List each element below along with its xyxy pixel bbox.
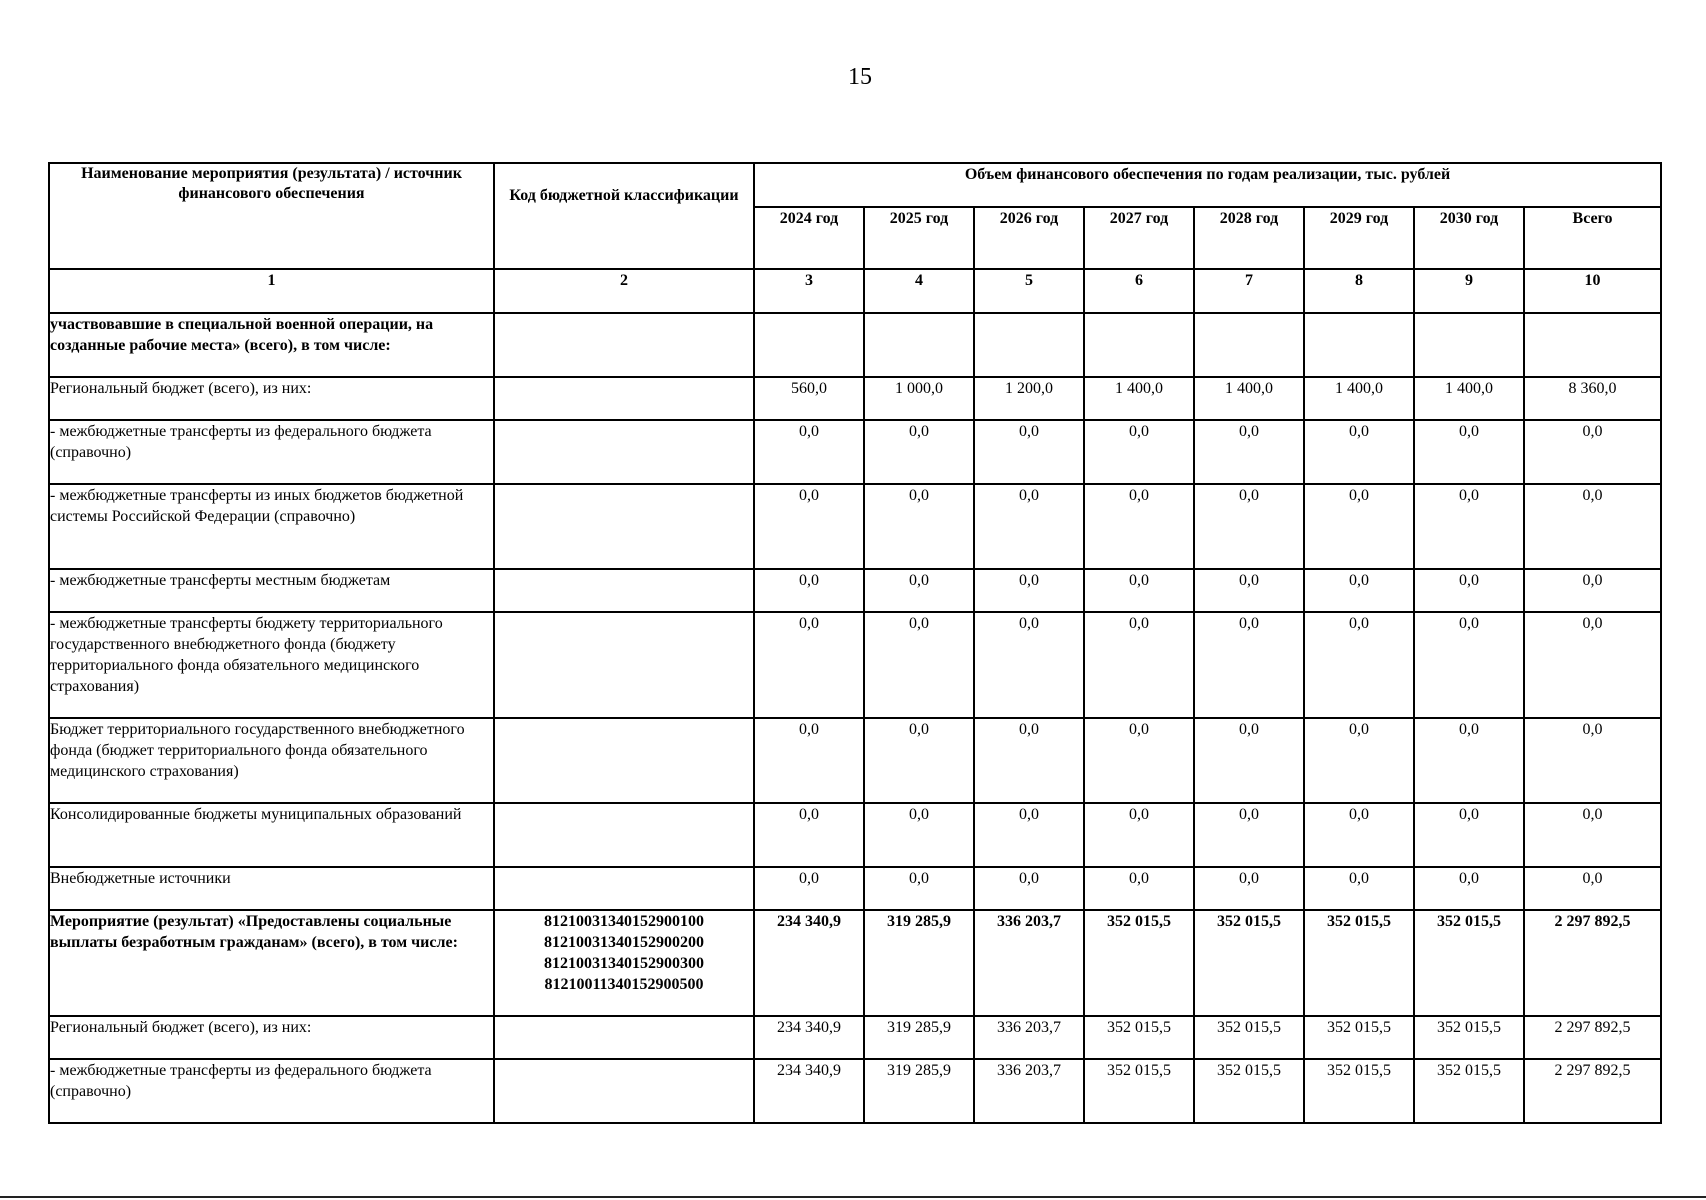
value-cell: 0,0	[754, 484, 864, 569]
value-cell: 0,0	[1304, 484, 1414, 569]
value-cell: 0,0	[754, 420, 864, 484]
value-cell: 0,0	[1414, 484, 1524, 569]
budget-code-cell	[494, 1016, 754, 1059]
value-cell: 0,0	[1194, 420, 1304, 484]
budget-code-cell	[494, 420, 754, 484]
value-cell: 0,0	[754, 867, 864, 910]
value-cell: 352 015,5	[1414, 1059, 1524, 1123]
value-cell	[864, 313, 974, 377]
value-cell: 0,0	[1304, 420, 1414, 484]
row-name: - межбюджетные трансферты из федерального бюджета (справочно)	[49, 420, 494, 484]
value-cell: 336 203,7	[974, 1016, 1084, 1059]
value-cell	[1084, 313, 1194, 377]
value-cell: 234 340,9	[754, 910, 864, 1016]
value-cell: 0,0	[1304, 612, 1414, 718]
header-total: Всего	[1524, 207, 1661, 269]
value-cell: 0,0	[1304, 803, 1414, 867]
row-name: Внебюджетные источники	[49, 867, 494, 910]
value-cell: 352 015,5	[1084, 1016, 1194, 1059]
value-cell: 0,0	[864, 569, 974, 612]
value-cell: 0,0	[1304, 867, 1414, 910]
value-cell: 0,0	[974, 569, 1084, 612]
value-cell: 0,0	[1414, 867, 1524, 910]
value-cell: 0,0	[864, 718, 974, 803]
row-name: - межбюджетные трансферты местным бюджетам	[49, 569, 494, 612]
header-volume: Объем финансового обеспечения по годам реализации, тыс. рублей	[754, 163, 1661, 207]
value-total: 0,0	[1524, 569, 1661, 612]
table-row	[49, 803, 1661, 867]
value-cell: 0,0	[1084, 612, 1194, 718]
row-name: Консолидированные бюджеты муниципальных образований	[49, 803, 494, 867]
value-total: 2 297 892,5	[1524, 910, 1661, 1016]
value-cell: 0,0	[1084, 420, 1194, 484]
value-cell: 1 400,0	[1414, 377, 1524, 420]
budget-code-cell	[494, 569, 754, 612]
table-row	[49, 718, 1661, 803]
row-name: Мероприятие (результат) «Предоставлены социальные выплаты безработным гражданам» (всего), в том числе:	[49, 910, 494, 1016]
budget-code-cell	[494, 1059, 754, 1123]
value-cell: 0,0	[1084, 569, 1194, 612]
row-name: - межбюджетные трансферты из иных бюджетов бюджетной системы Российской Федерации (справочно)	[49, 484, 494, 569]
value-cell: 0,0	[1084, 867, 1194, 910]
value-cell: 352 015,5	[1084, 1059, 1194, 1123]
value-cell: 0,0	[1084, 718, 1194, 803]
budget-code-cell	[494, 377, 754, 420]
value-cell: 352 015,5	[1414, 1016, 1524, 1059]
table-row	[49, 910, 1661, 1016]
value-total: 0,0	[1524, 718, 1661, 803]
budget-code-cell	[494, 910, 754, 1016]
value-cell: 336 203,7	[974, 910, 1084, 1016]
value-cell: 0,0	[1194, 569, 1304, 612]
value-cell: 0,0	[1414, 420, 1524, 484]
column-number: 1	[49, 269, 494, 313]
scan-edge-line	[0, 1196, 1706, 1198]
column-number: 9	[1414, 269, 1524, 313]
budget-code: 81210031340152900200	[544, 934, 704, 951]
value-cell: 0,0	[1304, 569, 1414, 612]
header-year: 2025 год	[864, 207, 974, 269]
value-total: 0,0	[1524, 420, 1661, 484]
table-row	[49, 867, 1661, 910]
value-cell: 0,0	[1194, 484, 1304, 569]
value-cell: 0,0	[1194, 867, 1304, 910]
value-cell: 0,0	[864, 484, 974, 569]
column-number: 5	[974, 269, 1084, 313]
page-number: 15	[848, 64, 872, 90]
table-row	[49, 569, 1661, 612]
table-body	[49, 269, 1661, 1123]
value-cell: 0,0	[1194, 612, 1304, 718]
budget-code-cell	[494, 612, 754, 718]
value-cell: 352 015,5	[1194, 1016, 1304, 1059]
value-cell: 0,0	[754, 718, 864, 803]
column-number: 2	[494, 269, 754, 313]
value-cell: 0,0	[974, 484, 1084, 569]
value-cell: 352 015,5	[1084, 910, 1194, 1016]
table-row	[49, 420, 1661, 484]
budget-code-cell	[494, 867, 754, 910]
value-cell	[1414, 313, 1524, 377]
table-row	[49, 377, 1661, 420]
header-year: 2027 год	[1084, 207, 1194, 269]
value-cell: 1 200,0	[974, 377, 1084, 420]
row-name: Региональный бюджет (всего), из них:	[49, 1016, 494, 1059]
value-cell	[1194, 313, 1304, 377]
value-total: 2 297 892,5	[1524, 1059, 1661, 1123]
budget-code: 81210031340152900100	[544, 913, 704, 930]
header-year: 2029 год	[1304, 207, 1414, 269]
budget-code: 81210031340152900300	[544, 955, 704, 972]
value-cell: 0,0	[974, 803, 1084, 867]
value-cell: 0,0	[864, 420, 974, 484]
value-cell	[1304, 313, 1414, 377]
value-cell: 352 015,5	[1304, 1059, 1414, 1123]
value-cell: 0,0	[864, 612, 974, 718]
value-total: 8 360,0	[1524, 377, 1661, 420]
value-cell: 234 340,9	[754, 1059, 864, 1123]
value-cell: 0,0	[864, 803, 974, 867]
column-number: 8	[1304, 269, 1414, 313]
value-cell: 1 400,0	[1304, 377, 1414, 420]
table-row	[49, 1059, 1661, 1123]
value-cell: 0,0	[974, 420, 1084, 484]
header-year: 2030 год	[1414, 207, 1524, 269]
table-row	[49, 612, 1661, 718]
value-cell: 0,0	[864, 867, 974, 910]
table-row	[49, 484, 1661, 569]
value-cell: 0,0	[1414, 612, 1524, 718]
column-number: 7	[1194, 269, 1304, 313]
value-cell: 1 000,0	[864, 377, 974, 420]
value-cell: 0,0	[1304, 718, 1414, 803]
value-cell: 352 015,5	[1414, 910, 1524, 1016]
value-cell: 0,0	[974, 718, 1084, 803]
header-year: 2024 год	[754, 207, 864, 269]
value-cell: 319 285,9	[864, 1059, 974, 1123]
row-name: Региональный бюджет (всего), из них:	[49, 377, 494, 420]
value-cell: 0,0	[1084, 803, 1194, 867]
value-total: 0,0	[1524, 484, 1661, 569]
column-number: 3	[754, 269, 864, 313]
value-cell: 0,0	[1194, 718, 1304, 803]
row-name: участвовавшие в специальной военной операции, на созданные рабочие места» (всего), в том числе:	[49, 313, 494, 377]
value-cell: 352 015,5	[1304, 1016, 1414, 1059]
budget-code-cell	[494, 803, 754, 867]
value-cell: 560,0	[754, 377, 864, 420]
value-cell: 0,0	[974, 612, 1084, 718]
value-total: 2 297 892,5	[1524, 1016, 1661, 1059]
header-name-column: Наименование мероприятия (результата) / источник финансового обеспечения	[49, 163, 494, 269]
value-cell: 1 400,0	[1194, 377, 1304, 420]
value-cell: 0,0	[1194, 803, 1304, 867]
value-cell: 0,0	[1414, 569, 1524, 612]
value-total: 0,0	[1524, 612, 1661, 718]
value-cell: 336 203,7	[974, 1059, 1084, 1123]
value-cell: 352 015,5	[1194, 1059, 1304, 1123]
value-cell: 319 285,9	[864, 910, 974, 1016]
financing-table	[48, 162, 1662, 1124]
column-number: 10	[1524, 269, 1661, 313]
value-cell: 0,0	[1414, 718, 1524, 803]
budget-code-cell	[494, 484, 754, 569]
row-name: - межбюджетные трансферты бюджету территориального государственного внебюджетного фонда (бюджету территориального фонда обязательного медицинского страхования)	[49, 612, 494, 718]
table-row	[49, 1016, 1661, 1059]
value-cell: 0,0	[1414, 803, 1524, 867]
header-year: 2028 год	[1194, 207, 1304, 269]
value-cell	[974, 313, 1084, 377]
value-cell: 0,0	[754, 803, 864, 867]
value-cell: 352 015,5	[1194, 910, 1304, 1016]
column-number: 6	[1084, 269, 1194, 313]
value-cell: 352 015,5	[1304, 910, 1414, 1016]
row-name: Бюджет территориального государственного внебюджетного фонда (бюджет территориального фонда обязательного медицинского страхования)	[49, 718, 494, 803]
header-code-column: Код бюджетной классификации	[494, 163, 754, 269]
value-cell: 0,0	[754, 569, 864, 612]
budget-code: 81210011340152900500	[544, 976, 704, 993]
value-cell: 1 400,0	[1084, 377, 1194, 420]
table-row	[49, 313, 1661, 377]
header-year: 2026 год	[974, 207, 1084, 269]
value-cell: 0,0	[754, 612, 864, 718]
value-total: 0,0	[1524, 867, 1661, 910]
column-number: 4	[864, 269, 974, 313]
budget-code-cell	[494, 313, 754, 377]
budget-code-cell	[494, 718, 754, 803]
value-cell: 0,0	[1084, 484, 1194, 569]
value-total	[1524, 313, 1661, 377]
value-total: 0,0	[1524, 803, 1661, 867]
value-cell	[754, 313, 864, 377]
row-name: - межбюджетные трансферты из федерального бюджета (справочно)	[49, 1059, 494, 1123]
value-cell: 0,0	[974, 867, 1084, 910]
value-cell: 319 285,9	[864, 1016, 974, 1059]
column-number-row	[49, 269, 1661, 313]
value-cell: 234 340,9	[754, 1016, 864, 1059]
